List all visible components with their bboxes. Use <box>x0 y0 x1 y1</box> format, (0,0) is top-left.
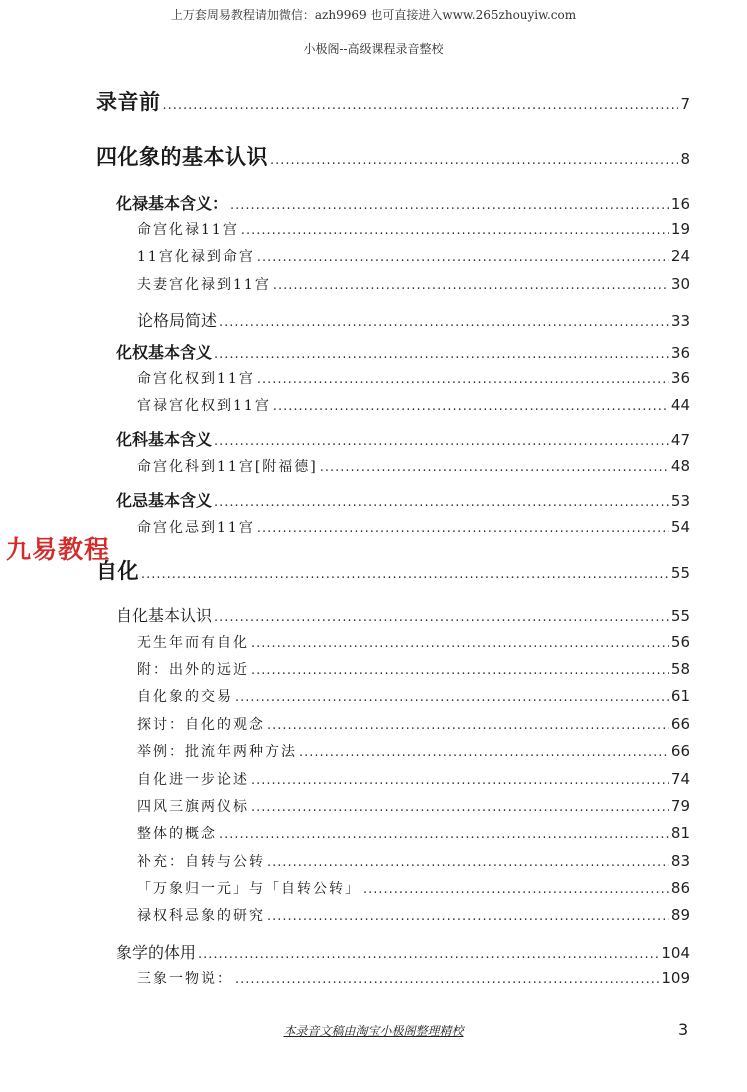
toc-entry-label: 命宫化科到11宫[附福德] <box>137 459 318 475</box>
toc-leader-dots <box>235 691 669 704</box>
toc-entry-label: 化忌基本含义 <box>116 491 213 510</box>
toc-entry[interactable] <box>137 520 690 535</box>
toc-entry-page: 79 <box>670 797 690 815</box>
toc-entry[interactable] <box>137 717 690 732</box>
footer-text: 本录音文稿由淘宝小极阁整理精校 <box>283 1024 464 1038</box>
toc-entry-label: 四风三旗两仪标 <box>137 799 249 815</box>
toc-entry[interactable] <box>96 561 690 582</box>
toc-entry-label: 「万象归一元」与「自转公转」 <box>137 881 361 897</box>
toc-entry-page: 89 <box>670 906 690 924</box>
toc-leader-dots <box>214 496 669 509</box>
toc-leader-dots <box>257 522 669 535</box>
toc-leader-dots <box>214 611 669 624</box>
toc-entry[interactable] <box>137 799 690 814</box>
toc-leader-dots <box>141 568 669 581</box>
toc-entry-label: 11宫化禄到命宫 <box>137 249 255 265</box>
toc-entry-label: 自化进一步论述 <box>137 772 249 788</box>
document-subtitle: 小极阁--高级课程录音整校 <box>303 42 444 56</box>
page-number: 3 <box>678 1020 689 1039</box>
toc-entry-label: 化权基本含义 <box>116 343 213 362</box>
toc-entry-label: 录音前 <box>96 90 161 114</box>
toc-entry-page: 48 <box>670 457 690 475</box>
toc-entry[interactable] <box>96 147 690 168</box>
toc-entry-page: 24 <box>670 247 690 265</box>
toc-entry-label: 整体的概念 <box>137 826 217 842</box>
toc-leader-dots <box>267 856 669 869</box>
toc-leader-dots <box>214 435 669 448</box>
toc-entry-page: 54 <box>670 518 690 536</box>
toc-entry-label: 官禄宫化权到11宫 <box>137 398 271 414</box>
toc-entry[interactable] <box>137 908 690 923</box>
toc-leader-dots <box>320 461 669 474</box>
toc-entry-label: 化科基本含义 <box>116 430 213 449</box>
toc-entry-label: 命宫化忌到11宫 <box>137 520 255 536</box>
toc-entry[interactable] <box>137 371 690 386</box>
toc-leader-dots <box>257 251 669 264</box>
toc-entry-page: 53 <box>670 492 690 510</box>
toc-entry-page: 47 <box>670 431 690 449</box>
toc-leader-dots <box>219 828 669 841</box>
toc-entry-label: 象学的体用 <box>116 943 197 962</box>
toc-entry-label: 附：出外的远近 <box>137 662 249 678</box>
toc-entry-page: 55 <box>670 564 690 582</box>
toc-entry-label: 三象一物说： <box>137 971 233 987</box>
toc-leader-dots <box>251 637 669 650</box>
toc-entry-label: 四化象的基本认识 <box>96 145 268 169</box>
toc-entry-page: 66 <box>670 715 690 733</box>
toc-entry-page: 16 <box>670 195 690 213</box>
toc-leader-dots <box>267 910 669 923</box>
toc-entry-label: 禄权科忌象的研究 <box>137 908 265 924</box>
toc-entry[interactable] <box>96 92 690 113</box>
toc-entry-page: 8 <box>680 150 690 168</box>
toc-leader-dots <box>198 948 659 961</box>
toc-entry[interactable] <box>116 493 690 509</box>
toc-leader-dots <box>241 224 669 237</box>
toc-entry-label: 自化基本认识 <box>116 606 213 625</box>
toc-leader-dots <box>251 774 669 787</box>
toc-entry[interactable] <box>137 689 690 704</box>
toc-entry-page: 74 <box>670 770 690 788</box>
toc-entry-label: 无生年而有自化 <box>137 635 249 651</box>
toc-entry[interactable] <box>137 398 690 413</box>
toc-leader-dots <box>267 719 669 732</box>
toc-entry-page: 109 <box>661 969 690 987</box>
toc-entry-page: 30 <box>670 275 690 293</box>
toc-entry[interactable] <box>116 432 690 448</box>
toc-entry-page: 66 <box>670 742 690 760</box>
toc-entry[interactable] <box>137 881 690 896</box>
toc-entry-page: 61 <box>670 687 690 705</box>
toc-entry[interactable] <box>116 196 690 212</box>
toc-entry[interactable] <box>137 635 690 650</box>
toc-entry-page: 33 <box>670 312 690 330</box>
toc-entry[interactable] <box>137 249 690 264</box>
toc-leader-dots <box>273 279 669 292</box>
toc-entry-label: 举例：批流年两种方法 <box>137 744 297 760</box>
toc-entry-label: 夫妻宫化禄到11宫 <box>137 277 271 293</box>
toc-entry-page: 58 <box>670 660 690 678</box>
toc-entry-label: 化禄基本含义： <box>116 194 229 213</box>
toc-leader-dots <box>363 883 669 896</box>
toc-leader-dots <box>251 664 669 677</box>
toc-entry[interactable] <box>137 971 690 986</box>
toc-entry-label: 命宫化禄11宫 <box>137 222 239 238</box>
toc-entry[interactable] <box>137 222 690 237</box>
toc-leader-dots <box>163 99 679 112</box>
toc-entry-label: 探讨：自化的观念 <box>137 717 265 733</box>
watermark-text: 九易教程 <box>6 535 111 564</box>
toc-entry[interactable] <box>137 313 690 329</box>
toc-entry-page: 55 <box>670 607 690 625</box>
toc-entry-label: 论格局简述 <box>137 311 218 330</box>
toc-entry[interactable] <box>137 459 690 474</box>
toc-entry-page: 83 <box>670 852 690 870</box>
toc-leader-dots <box>251 801 669 814</box>
toc-entry[interactable] <box>137 744 690 759</box>
toc-entry[interactable] <box>137 854 690 869</box>
toc-entry-page: 19 <box>670 220 690 238</box>
toc-entry[interactable] <box>137 772 690 787</box>
toc-entry-page: 44 <box>670 396 690 414</box>
toc-leader-dots <box>214 348 669 361</box>
toc-entry-label: 自化象的交易 <box>137 689 233 705</box>
toc-entry-page: 36 <box>670 369 690 387</box>
toc-leader-dots <box>273 400 669 413</box>
toc-entry-page: 81 <box>670 824 690 842</box>
toc-entry-page: 56 <box>670 633 690 651</box>
toc-entry-page: 7 <box>680 95 690 113</box>
toc-leader-dots <box>257 373 669 386</box>
toc-entry[interactable] <box>137 662 690 677</box>
page-header: 上万套周易教程请加微信：azh9969 也可直接进入www.265zhouyiw.com <box>170 8 577 22</box>
toc-entry-label: 命宫化权到11宫 <box>137 371 255 387</box>
toc-leader-dots <box>299 746 669 759</box>
toc-entry-label: 自化 <box>96 559 139 583</box>
toc-entry[interactable] <box>116 345 690 361</box>
toc-entry-label: 补充：自转与公转 <box>137 854 265 870</box>
toc-leader-dots <box>235 973 659 986</box>
toc-entry-page: 86 <box>670 879 690 897</box>
toc-entry-page: 36 <box>670 344 690 362</box>
toc-leader-dots <box>270 154 678 167</box>
toc-leader-dots <box>219 316 669 329</box>
toc-leader-dots <box>230 199 669 212</box>
toc-entry[interactable] <box>116 945 690 961</box>
toc-entry[interactable] <box>116 608 690 624</box>
toc-entry-page: 104 <box>661 944 690 962</box>
toc-entry[interactable] <box>137 826 690 841</box>
toc-entry[interactable] <box>137 277 690 292</box>
